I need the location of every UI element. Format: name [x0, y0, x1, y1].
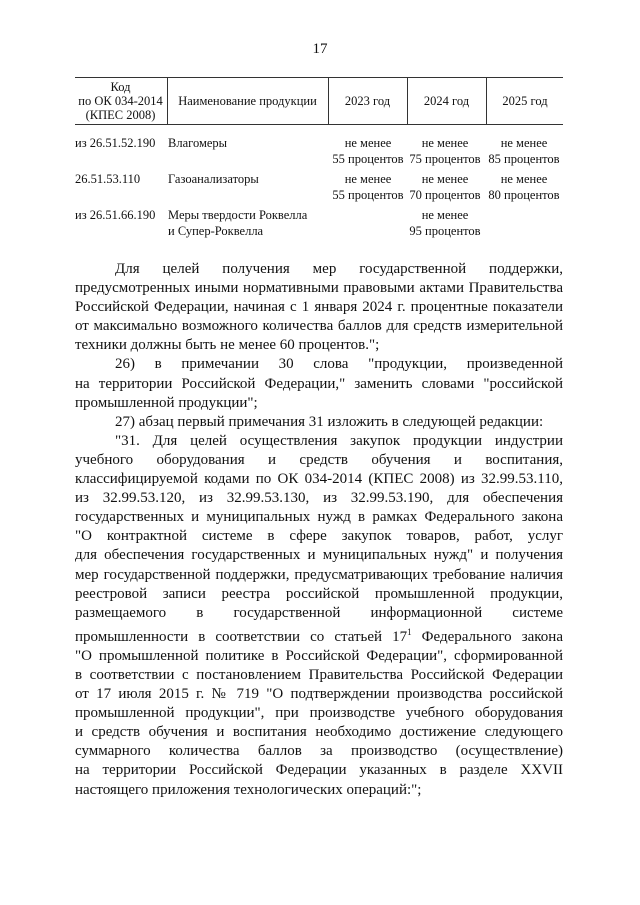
- header-code-line: (КПЕС 2008): [85, 108, 156, 122]
- row-value-2025: не менее 85 процентов: [488, 136, 560, 166]
- header-2025: 2025 год: [502, 94, 548, 108]
- paragraph-line: реестровой записи реестра российской промышленной продукции,: [75, 585, 563, 602]
- row-value-2023: не менее 55 процентов: [332, 136, 404, 166]
- header-code: [75, 78, 166, 124]
- paragraph-line: "О контрактной системе в сфере закупок товаров, работ, услуг: [75, 528, 563, 545]
- row-name: Газоанализаторы: [168, 172, 259, 186]
- paragraph-line: в соответствии с постановлением Правительства Российской Федерации: [75, 666, 563, 683]
- table-header: [75, 77, 563, 125]
- footnote-superscript: 1: [407, 626, 412, 637]
- paragraph-line: Российской Федерации, начиная с 1 января 2024 г. процентные показатели: [75, 299, 563, 316]
- page-number: 17: [312, 41, 328, 57]
- paragraph-line: классифицируемой кодами по ОК 034-2014 (КПЕС 2008) из 32.99.53.110,: [75, 471, 563, 488]
- header-2023: 2023 год: [344, 94, 391, 108]
- paragraph-line: из 32.99.53.120, из 32.99.53.130, из 32.99.53.190, для обеспечения: [75, 490, 563, 507]
- paragraph: Для целей получения мер государственной поддержки,: [115, 261, 563, 277]
- header-code-line: по ОК 034-2014: [78, 94, 163, 108]
- paragraph-line: на территории Российской Федерации," заменить словами "российской: [75, 375, 563, 392]
- paragraph-line: мер государственной поддержки, предусматривающих требование наличия: [75, 566, 563, 583]
- paragraph-line: техники должны быть не менее 60 процентов.";: [75, 337, 380, 354]
- row-value-2025: не менее 80 процентов: [488, 172, 560, 202]
- paragraph-line: предусмотренных иными нормативными правовыми актами Правительства: [75, 280, 563, 297]
- paragraph-line: суммарного количества баллов за производство (осуществление): [75, 743, 563, 760]
- row-name: Влагомеры: [168, 136, 228, 150]
- row-code: 26.51.53.110: [75, 172, 141, 186]
- body-text: [75, 260, 563, 800]
- row-value-2024: не менее 70 процентов: [409, 172, 481, 202]
- paragraph-line: от максимально возможного количества баллов для средств измерительной: [75, 318, 563, 335]
- paragraph-line: от 17 июля 2015 г. № 719 "О подтверждении производства российской: [75, 686, 563, 703]
- row-code: из 26.51.66.190: [75, 208, 156, 222]
- row-value-2024: не менее 75 процентов: [409, 136, 481, 166]
- paragraph: 26) в примечании 30 слова "продукции, произведенной: [115, 356, 563, 373]
- row-code: из 26.51.52.190: [75, 136, 156, 150]
- paragraph-line: на территории Российской Федерации указанных в разделе XXVII: [75, 762, 563, 779]
- paragraph-line: промышленной продукции";: [75, 394, 258, 411]
- header-2024: 2024 год: [423, 94, 470, 108]
- paragraph-line: и средств обучения и воспитания необходимо достижение следующего: [75, 724, 563, 741]
- row-value-2024: не менее 95 процентов: [409, 208, 481, 238]
- header-code-line: Код: [110, 80, 131, 94]
- header-name: Наименование продукции: [178, 94, 317, 108]
- paragraph-line: для обеспечения государственных и муниципальных нужд" и получения: [75, 547, 563, 564]
- paragraph: "31. Для целей осуществления закупок продукции индустрии: [115, 432, 563, 449]
- paragraph-line: промышленной продукции", при производстве учебного оборудования: [75, 705, 563, 722]
- row-value-2023: не менее 55 процентов: [332, 172, 404, 202]
- paragraph-line: промышленности в соответствии со статьей $17^1$ Федерального закона: [75, 626, 563, 645]
- row-name: Меры твердости Роквелла и Супер-Роквелла: [168, 208, 308, 238]
- paragraph-line: государственных и муниципальных нужд в рамках Федерального закона: [75, 509, 563, 526]
- paragraph-line: настоящего приложения технологических операций:";: [75, 781, 422, 798]
- paragraph: 27) абзац первый примечания 31 изложить в следующей редакции:: [115, 413, 544, 430]
- paragraph-line: "О промышленной политике в Российской Федерации", сформированной: [75, 647, 563, 664]
- paragraph-line: размещаемого в государственной информационной системе: [75, 604, 563, 621]
- paragraph-line: учебного оборудования и средств обучения и воспитания,: [75, 451, 563, 468]
